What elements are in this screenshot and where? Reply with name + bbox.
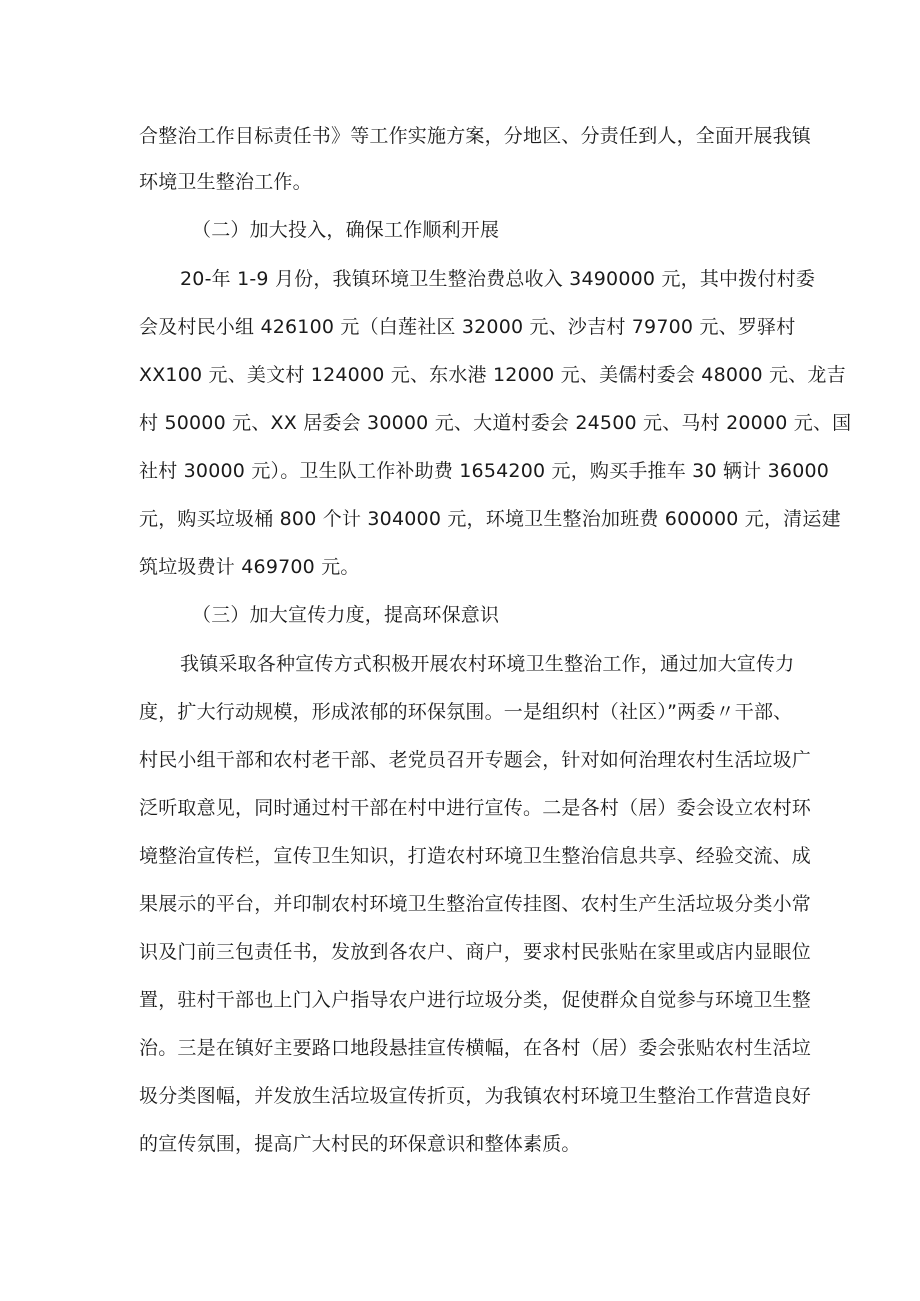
text-line: 筑垃圾费计 469700 元。 [139, 556, 360, 578]
text-line: 识及门前三包责任书，发放到各农户、商户，要求村民张贴在家里或店内显眼位 [139, 941, 812, 963]
text-line: 元，购买垃圾桶 800 个计 304000 元，环境卫生整治加班费 600000 元，清运建 [139, 508, 841, 530]
text-line: 社村 30000 元）。卫生队工作补助费 1654200 元，购买手推车 30 辆计 36000 [139, 460, 830, 482]
text-line: 20-年 1-9 月份，我镇环境卫生整治费总收入 3490000 元，其中拨付村委 [180, 268, 816, 290]
text-line: 圾分类图幅，并发放生活垃圾宣传折页，为我镇农村环境卫生整治工作营造良好 [139, 1085, 812, 1107]
section-heading-2: （二）加大投入，确保工作顺利开展 [192, 219, 500, 241]
text-line: 我镇采取各种宣传方式积极开展农村环境卫生整治工作，通过加大宣传力 [180, 653, 795, 675]
text-line: 环境卫生整治工作。 [139, 171, 312, 193]
text-line: 境整治宣传栏，宣传卫生知识，打造农村环境卫生整治信息共享、经验交流、成 [139, 845, 812, 867]
section-heading-3: （三）加大宣传力度，提高环保意识 [192, 604, 500, 626]
text-line: 度，扩大行动规模，形成浓郁的环保氛围。一是组织村（社区）”两委〃干部、 [139, 701, 793, 723]
text-line: 村民小组干部和农村老干部、老党员召开专题会，针对如何治理农村生活垃圾广 [139, 749, 812, 771]
text-line: 的宣传氛围，提高广大村民的环保意识和整体素质。 [139, 1133, 581, 1155]
text-line: 治。三是在镇好主要路口地段悬挂宣传横幅，在各村（居）委会张贴农村生活垃 [139, 1037, 812, 1059]
text-line: XX100 元、美文村 124000 元、东水港 12000 元、美儒村委会 48000 元、龙吉 [139, 364, 846, 386]
text-line: 合整治工作目标责任书》等工作实施方案，分地区、分责任到人，全面开展我镇 [139, 125, 812, 147]
text-line: 果展示的平台，并印制农村环境卫生整治宣传挂图、农村生产生活垃圾分类小常 [139, 893, 812, 915]
text-line: 泛听取意见，同时通过村干部在村中进行宣传。二是各村（居）委会设立农村环 [139, 797, 812, 819]
text-line: 置，驻村干部也上门入户指导农户进行垃圾分类，促使群众自觉参与环境卫生整 [139, 989, 812, 1011]
text-line: 村 50000 元、XX 居委会 30000 元、大道村委会 24500 元、马村 20000 元、国 [139, 412, 852, 434]
text-line: 会及村民小组 426100 元（白莲社区 32000 元、沙吉村 79700 元、罗驿村 [139, 316, 796, 338]
